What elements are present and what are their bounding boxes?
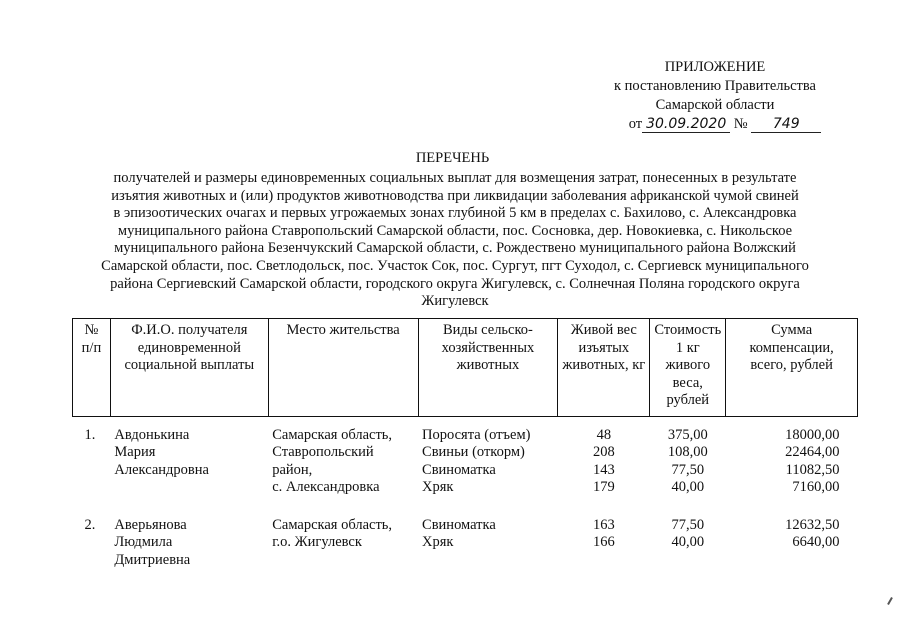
recipient-name-line: Людмила xyxy=(114,534,173,550)
date-prefix: от xyxy=(628,116,643,132)
header-text-line: Живой вес xyxy=(570,322,637,338)
recipient-name-line: Аверьянова xyxy=(114,516,187,533)
animal-types xyxy=(418,517,558,570)
header-text-line: компенсации, xyxy=(749,339,834,356)
recipient-address-line: район, xyxy=(272,461,313,478)
animal-types-line: Свиньи (откорм) xyxy=(422,444,525,460)
header-text-line: № xyxy=(84,322,99,338)
appendix-date-line xyxy=(580,115,870,134)
header-text-line: хозяйственных xyxy=(441,339,535,356)
compensation-sums-line: 22464,00 xyxy=(785,444,840,460)
prices-per-kg xyxy=(650,427,726,497)
compensation-sums-line: 11082,50 xyxy=(785,461,840,478)
row-spacer-cell xyxy=(73,507,858,517)
table-body xyxy=(73,416,858,569)
prices-per-kg-line: 108,00 xyxy=(667,444,708,460)
recipient-name-line: Дмитриевна xyxy=(114,551,191,568)
header-text-line: изъятых xyxy=(578,339,630,356)
header-number xyxy=(73,319,111,417)
document-title: ПЕРЕЧЕНЬ xyxy=(415,150,490,166)
live-weights xyxy=(558,427,650,497)
description-line: Самарской области, пос. Светлодольск, пос. Участок Сок, пос. Сургут, пгт Суходол, с. Сергиевск муниципального xyxy=(101,257,809,274)
row-spacer-cell xyxy=(73,497,858,507)
recipient-address-line: Самарская область, xyxy=(272,426,393,443)
header-text-line: веса, xyxy=(672,374,703,391)
table-row xyxy=(73,517,858,570)
prices-per-kg-line: 77,50 xyxy=(671,461,705,478)
header-text-line: животных, кг xyxy=(562,357,646,373)
header-recipient-name xyxy=(110,319,268,417)
row-spacer-cell xyxy=(73,416,858,427)
animal-types xyxy=(418,427,558,497)
header-text-line: п/п xyxy=(81,339,102,356)
header-text-line: всего, рублей xyxy=(750,357,833,373)
handwritten-date: 30.09.2020 xyxy=(642,117,730,133)
compensation-sums-line: 6640,00 xyxy=(792,534,840,550)
header-text-line: единовременной xyxy=(137,339,241,356)
header-text-line: Виды сельско- xyxy=(442,322,533,338)
record-number-line: 2. xyxy=(84,516,96,533)
header-text-line: Ф.И.О. получателя xyxy=(131,322,248,338)
record-number xyxy=(73,427,111,497)
header-text-line: рублей xyxy=(666,392,710,408)
prices-per-kg-line: 40,00 xyxy=(671,479,705,495)
appendix-block xyxy=(560,58,870,134)
header-text-line: социальной выплаты xyxy=(124,357,255,373)
header-live-weight xyxy=(558,319,650,417)
row-spacer xyxy=(73,416,858,427)
animal-types-line: Поросята (отъем) xyxy=(422,426,531,443)
document-description xyxy=(60,170,850,311)
description-line: Жигулевск xyxy=(421,293,489,310)
recipient-address-line: г.о. Жигулевск xyxy=(272,534,362,550)
number-prefix: № xyxy=(733,116,748,132)
recipient-name xyxy=(110,427,268,497)
appendix-line-1: к постановлению Правительства xyxy=(614,78,816,94)
recipient-name-line: Мария xyxy=(114,444,156,460)
header-animal-type xyxy=(418,319,558,417)
prices-per-kg-line: 40,00 xyxy=(671,534,705,550)
recipient-address-line: с. Александровка xyxy=(272,479,380,495)
description-line: района Сергиевский Самарской области, городского округа Жигулевск, с. Солнечная Поляна городского округа xyxy=(110,275,800,292)
prices-per-kg-line: 375,00 xyxy=(667,426,708,443)
record-number-line: 1. xyxy=(84,426,96,443)
live-weights xyxy=(558,517,650,570)
header-price-per-kg xyxy=(650,319,726,417)
row-spacer xyxy=(73,507,858,517)
live-weights-line: 208 xyxy=(592,444,615,460)
live-weights-line: 163 xyxy=(592,516,615,533)
header-text-line: Место жительства xyxy=(286,322,400,338)
animal-types-line: Хряк xyxy=(422,479,454,495)
table-header-row xyxy=(73,319,858,417)
description-line: муниципального района Безенчукский Самарской области, с. Рождествено муниципального района Волжский xyxy=(114,240,796,257)
header-text-line: Сумма xyxy=(771,322,813,338)
header-text-line: животных xyxy=(456,357,520,373)
live-weights-line: 166 xyxy=(592,534,615,550)
appendix-title: ПРИЛОЖЕНИЕ xyxy=(664,59,766,75)
header-text-line: Стоимость xyxy=(654,322,722,338)
header-compensation-sum xyxy=(726,319,858,417)
recipient-address xyxy=(268,517,418,570)
compensation-sums-line: 7160,00 xyxy=(792,479,840,495)
recipients-table xyxy=(72,318,858,569)
prices-per-kg xyxy=(650,517,726,570)
appendix-line-2: Самарской области xyxy=(655,97,775,113)
handwritten-number: 749 xyxy=(751,117,821,133)
recipient-name-line: Александровна xyxy=(114,461,209,478)
description-line: изъятия животных и (или) продуктов животноводства при ликвидации заболевания африканской чумой свиней xyxy=(111,187,799,204)
record-number xyxy=(73,517,111,570)
recipient-address xyxy=(268,427,418,497)
header-text-line: живого xyxy=(665,357,711,373)
animal-types-line: Свиноматка xyxy=(422,516,496,533)
header-text-line: 1 кг xyxy=(675,339,700,356)
prices-per-kg-line: 77,50 xyxy=(671,516,705,533)
scan-mark xyxy=(887,597,893,605)
compensation-sums-line: 18000,00 xyxy=(785,426,840,443)
table-row xyxy=(73,427,858,497)
recipient-name xyxy=(110,517,268,570)
live-weights-line: 48 xyxy=(596,426,612,443)
compensation-sums xyxy=(726,427,858,497)
description-line: муниципального района Ставропольский Самарской области, пос. Сосновка, дер. Новокиевка, с. Никольское xyxy=(117,222,793,239)
recipient-address-line: Ставропольский xyxy=(272,444,374,460)
recipient-name-line: Авдонькина xyxy=(114,426,190,443)
compensation-sums xyxy=(726,517,858,570)
description-line: в эпизоотических очагах и первых угрожаемых зонах глубиной 5 км в пределах с. Бахилово, с. Александровка xyxy=(113,205,797,222)
row-spacer xyxy=(73,497,858,507)
live-weights-line: 179 xyxy=(592,479,615,495)
recipient-address-line: Самарская область, xyxy=(272,516,393,533)
compensation-sums-line: 12632,50 xyxy=(785,516,840,533)
description-line: получателей и размеры единовременных социальных выплат для возмещения затрат, понесенных в результате xyxy=(113,170,797,186)
live-weights-line: 143 xyxy=(592,461,615,478)
animal-types-line: Свиноматка xyxy=(422,461,496,478)
animal-types-line: Хряк xyxy=(422,534,454,550)
header-address xyxy=(268,319,418,417)
